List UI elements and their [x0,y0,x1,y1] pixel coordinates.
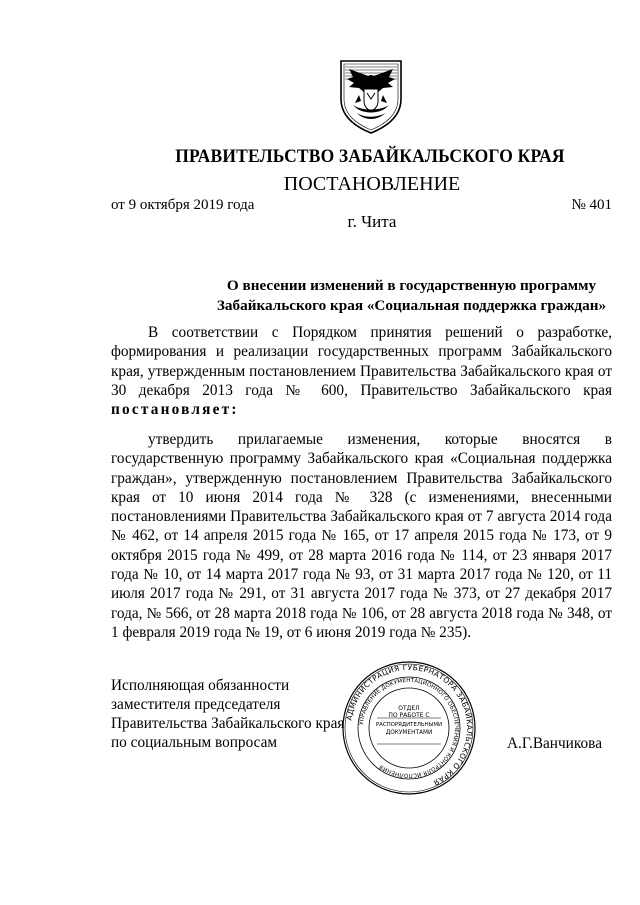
government-title: ПРАВИТЕЛЬСТВО ЗАБАЙКАЛЬСКОГО КРАЯ [175,146,565,167]
signer-line-2: заместителя председателя [111,696,281,713]
document-date: от 9 октября 2019 года [111,197,255,213]
document-type: ПОСТАНОВЛЕНИЕ [283,173,461,195]
seal-center-line-4: ДОКУМЕНТАМИ [385,730,433,736]
document-city: г. Чита [347,212,397,231]
signer-name: А.Г.Ванчикова [507,735,602,752]
seal-center-line-3: РАСПОРЯДИТЕЛЬНЫМИ [375,722,443,728]
preamble-paragraph [111,323,612,419]
signer-position [111,676,351,752]
resolution-colon: : [231,401,239,419]
seal-center-line-1: ОТДЕЛ [398,705,420,712]
seal-center-line-2: ПО РАБОТЕ С [388,712,430,719]
subject-line-1: О внесении изменений в государственную программу [226,277,597,294]
resolution-paragraph [111,430,612,642]
resolution-text: утвердить прилагаемые изменения, которые вносятся в государственную программу Забайкальского края «Социальная поддержка граждан», утвержденную постановлением Правительства Забайкальского края от 10 июня 2014 года № 328 (с изменениями, внесенными постановлениями Правительства Забайкальского края от 7 августа 2014 года № 462, от 14 апреля 2015 года № 165, от 17 апреля 2015 года № 173, от 9 октября 2015 года № 499, от 28 марта 2016 года № 114, от 23 января 2017 года № 10, от 14 марта 2017 года № 93, от 31 марта 2017 года № 120, от 11 июля 2017 года № 291, от 31 августа 2017 года № 373, от 27 декабря 2017 года, № 566, от 28 марта 2018 года № 106, от 28 августа 2018 года № 348, от 1 февраля 2019 года № 19, от 6 июня 2019 года № 235). [111,431,612,641]
signer-line-1: Исполняющая обязанности [111,677,290,694]
subject-line-2: Забайкальского края «Социальная поддержка граждан» [216,297,607,314]
official-stamp-icon [341,660,477,796]
coat-of-arms-icon [331,55,411,135]
signer-line-4: по социальным вопросам [111,734,278,751]
document-number: № 401 [571,197,612,213]
seal-inner-text: УПРАВЛЕНИЕ ДОКУМЕНТАЦИОННОГО ОБЕСПЕЧЕНИЯ И КОНТРОЛЯ ИСПОЛНЕНИЯ [359,677,460,779]
resolution-verb: постановляет [111,401,232,419]
signer-line-3: Правительства Забайкальского края [111,715,345,732]
seal-outer-text: АДМИНИСТРАЦИЯ ГУБЕРНАТОРА ЗАБАЙКАЛЬСКОГО КРАЯ [344,662,475,788]
preamble-text: В соответствии с Порядком принятия решений о разработке, формирования и реализации государственных программ Забайкальского края, утвержденным постановлением Правительства Забайкальского края от 30 декабря 2013 года № 600, Правительство Забайкальского края [111,324,612,399]
document-subject [111,276,612,316]
